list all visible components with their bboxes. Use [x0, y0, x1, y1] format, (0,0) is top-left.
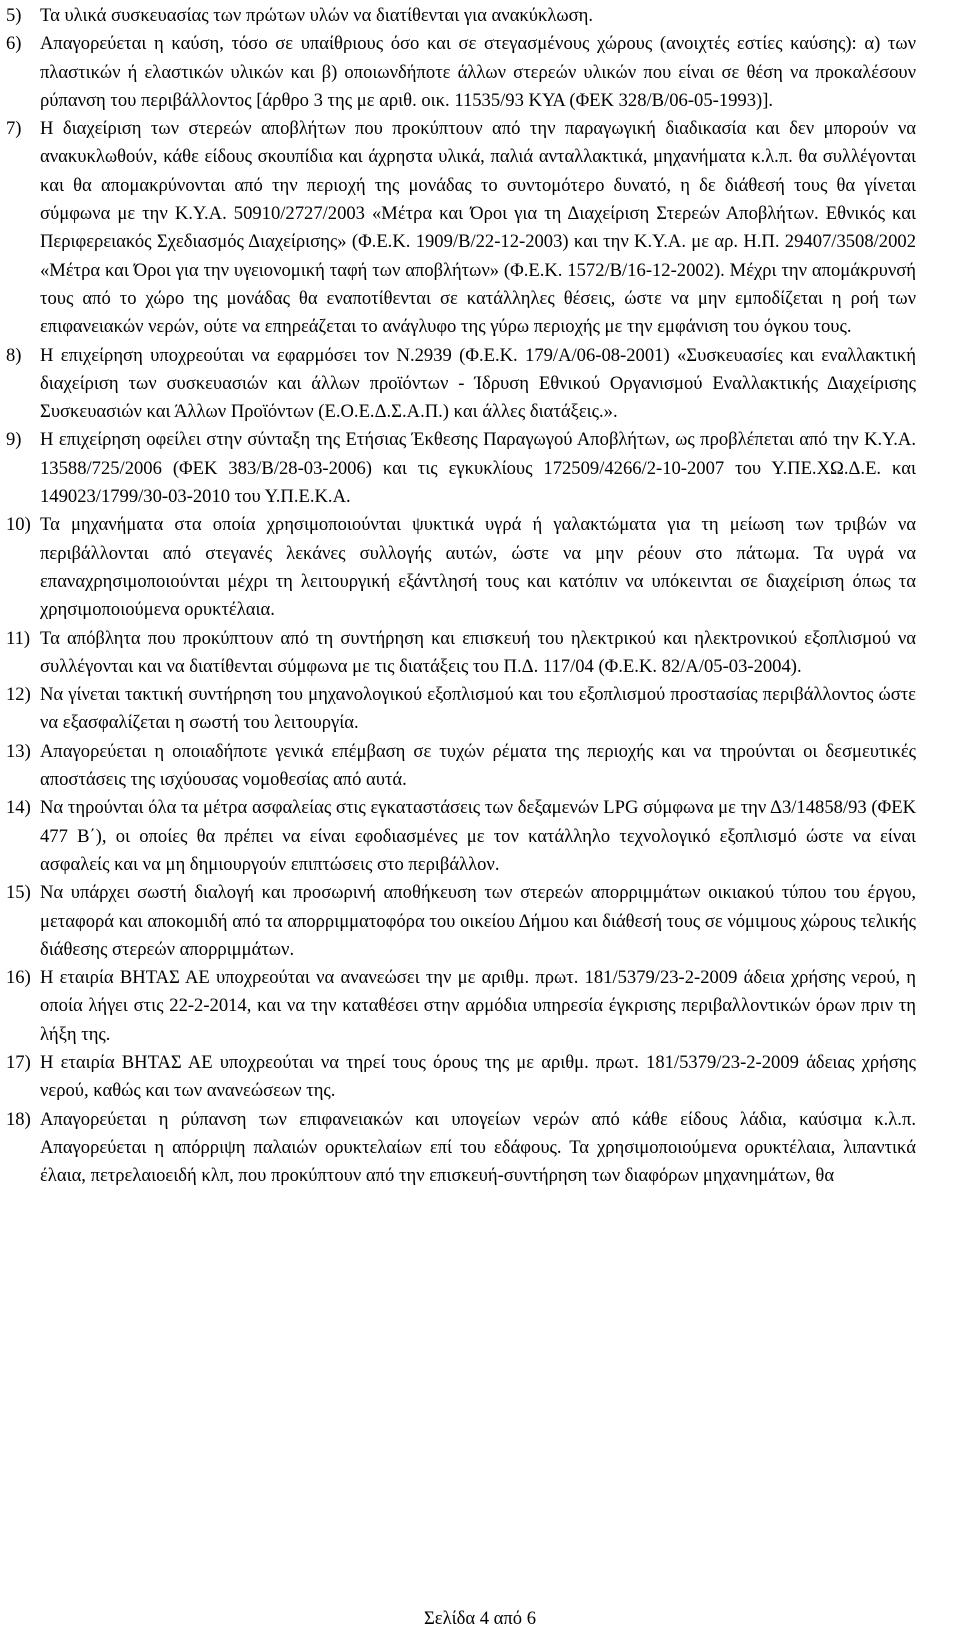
list-item	[6, 1049, 916, 1106]
list-item	[6, 625, 916, 682]
item-text: Να υπάρχει σωστή διαλογή και προσωρινή αποθήκευση των στερεών απορριμμάτων οικιακού τύπου του έργου, μεταφορά και αποκομιδή από τα απορριμματοφόρα του οικείου Δήμου και διάθεσή τους σε νόμιμους χώρους τελικής διάθεσης στερεών απορριμμάτων.	[40, 882, 916, 960]
list-item	[6, 879, 916, 964]
item-number: 10)	[6, 514, 31, 536]
item-text: Η επιχείρηση οφείλει στην σύνταξη της Ετήσιας Έκθεσης Παραγωγού Αποβλήτων, ως προβλέπεται από την Κ.Υ.Α. 13588/725/2006 (ΦΕΚ 383/Β/28-03-2006) και τις εγκυκλίους 172509/4266/2-10-2007 του Υ.ΠΕ.ΧΩ.Δ.Ε. και 149023/1799/30-03-2010 του Υ.Π.Ε.Κ.Α.	[40, 429, 916, 508]
item-text: Τα μηχανήματα στα οποία χρησιμοποιούνται ψυκτικά υγρά ή γαλακτώματα για τη μείωση των τριβών να περιβάλλονται από στεγανές λεκάνες συλλογής αυτών, ώστε να μην ρέουν στο πάτωμα. Τα υγρά να επαναχρησιμοποιούνται μέχρι τη λειτουργική εξάντλησή τους και κατόπιν να υπόκεινται σε διαχείριση όπως τα χρησιμοποιούμενα ορυκτέλαια.	[40, 514, 916, 621]
list-item	[6, 30, 916, 115]
item-text: Τα υλικά συσκευασίας των πρώτων υλών να διατίθενται για ανακύκλωση.	[40, 5, 594, 26]
list-item	[6, 738, 916, 795]
item-number: 6)	[6, 33, 22, 55]
list-item	[6, 794, 916, 879]
item-text: Τα απόβλητα που προκύπτουν από τη συντήρηση και επισκευή του ηλεκτρικού και ηλεκτρονικού εξοπλισμού να συλλέγονται και να διατίθενται σύμφωνα με τις διατάξεις του Π.Δ. 117/04 (Φ.Ε.Κ. 82/Α/05-03-2004).	[40, 627, 916, 677]
item-number: 18)	[6, 1108, 31, 1130]
list-item	[6, 1106, 916, 1191]
list-item	[6, 964, 916, 1049]
list-item	[6, 115, 916, 341]
item-text: Να τηρούνται όλα τα μέτρα ασφαλείας στις εγκαταστάσεις των δεξαμενών LPG σύμφωνα με την Δ3/14858/93 (ΦΕΚ 477 Β΄), οι οποίες θα πρέπει να είναι εφοδιασμένες με τον κατάλληλο τεχνολογικό εξοπλισμό ώστε να είναι ασφαλείς και να μη δημιουργούν επιπτώσεις στο περιβάλλον.	[40, 797, 916, 875]
item-number: 15)	[6, 882, 31, 904]
page-number-label: Σελίδα 4 από 6	[423, 1608, 537, 1629]
page-footer	[0, 1607, 960, 1631]
item-number: 12)	[6, 684, 31, 706]
list-item	[6, 2, 916, 30]
list-item	[6, 342, 916, 427]
item-number: 17)	[6, 1051, 31, 1073]
item-number: 16)	[6, 967, 31, 989]
item-text: Απαγορεύεται η οποιαδήποτε γενικά επέμβαση σε τυχών ρέματα της περιοχής και να τηρούνται οι δεσμευτικές αποστάσεις της ισχύουσας νομοθεσίας από αυτά.	[40, 740, 916, 791]
item-text: Η εταιρία ΒΗΤΑΣ ΑΕ υποχρεούται να τηρεί τους όρους της με αριθμ. πρωτ. 181/5379/23-2-2009 άδειας χρήσης νερού, καθώς και των ανανεώσεων της.	[40, 1051, 916, 1102]
item-text: Να γίνεται τακτική συντήρηση του μηχανολογικού εξοπλισμού και του εξοπλισμού προστασίας περιβάλλοντος ώστε να εξασφαλίζεται η σωστή του λειτουργία.	[40, 684, 916, 734]
item-number: 7)	[6, 118, 22, 140]
item-text: Η επιχείρηση υποχρεούται να εφαρμόσει τον Ν.2939 (Φ.Ε.Κ. 179/Α/06-08-2001) «Συσκευασίες και εναλλακτική διαχείριση των συσκευασιών και άλλων προϊόντων - Ίδρυση Εθνικού Οργανισμού Εναλλακτικής Διαχείρισης Συσκευασιών και Άλλων Προϊόντων (Ε.Ο.Ε.Δ.Σ.Α.Π.) και άλλες διατάξεις.».	[40, 344, 916, 423]
item-number: 5)	[6, 5, 22, 26]
item-text: Η εταιρία ΒΗΤΑΣ ΑΕ υποχρεούται να ανανεώσει την με αριθμ. πρωτ. 181/5379/23-2-2009 άδεια χρήσης νερού, η οποία λήγει στις 22-2-2014, και να την καταθέσει στην αρμόδια υπηρεσία έγκρισης περιβαλλοντικών όρων πριν τη λήξη της.	[40, 967, 916, 1045]
item-text: Απαγορεύεται η καύση, τόσο σε υπαίθριους όσο και σε στεγασμένους χώρους (ανοιχτές εστίες καύσης): α) των πλαστικών ή ελαστικών υλικών και β) οποιωνδήποτε άλλων στερεών υλικών που είναι σε θέση να προκαλέσουν ρύπανση του περιβάλλοντος [άρθρο 3 της με αριθ. οικ. 11535/93 ΚΥΑ (ΦΕΚ 328/Β/06-05-1993)].	[40, 33, 916, 111]
item-number: 14)	[6, 797, 31, 819]
item-text: Απαγορεύεται η ρύπανση των επιφανειακών και υπογείων νερών από κάθε είδους λάδια, καύσιμα κ.λ.π. Απαγορεύεται η απόρριψη παλαιών ορυκτελαίων επί του εδάφους. Τα χρησιμοποιούμενα ορυκτέλαια, λιπαντικά έλαια, πετρελαιοειδή κλπ, που προκύπτουν από την επισκευή-συντήρηση των διαφόρων μηχανημάτων, θα	[40, 1108, 916, 1187]
item-text: Η διαχείριση των στερεών αποβλήτων που προκύπτουν από την παραγωγική διαδικασία και δεν μπορούν να ανακυκλωθούν, κάθε είδους σκουπίδια και άχρηστα υλικά, παλιά ανταλλακτικά, μηχανήματα κ.λ.π. θα συλλέγονται και θα απομακρύνονται από την περιοχή της μονάδας το συντομότερο δυνατό, η δε διάθεσή τους θα γίνεται σύμφωνα με την Κ.Υ.Α. 50910/2727/2003 «Μέτρα και Όροι για τη Διαχείριση Στερεών Αποβλήτων. Εθνικός και Περιφερειακός Σχεδιασμός Διαχείρισης» (Φ.Ε.Κ. 1909/Β/22-12-2003) και την Κ.Υ.Α. με αρ. Η.Π. 29407/3508/2002 «Μέτρα και Όροι για την υγειονομική ταφή των αποβλήτων» (Φ.Ε.Κ. 1572/Β/16-12-2002). Μέχρι την απομάκρυνσή τους από το χώρο της μονάδας θα εναποτίθενται σε κατάλληλες θέσεις, ώστε να μην εμποδίζεται η ροή των επιφανειακών νερών, ούτε να επηρεάζεται το ανάγλυφο της γύρω περιοχής με την εμφάνιση του όγκου τους.	[40, 118, 916, 338]
item-number: 13)	[6, 740, 31, 762]
list-item	[6, 511, 916, 624]
list-item	[6, 681, 916, 738]
item-number: 11)	[6, 627, 31, 649]
item-number: 8)	[6, 344, 22, 366]
list-item	[6, 426, 916, 511]
item-number: 9)	[6, 429, 22, 451]
conditions-list	[6, 2, 916, 1190]
